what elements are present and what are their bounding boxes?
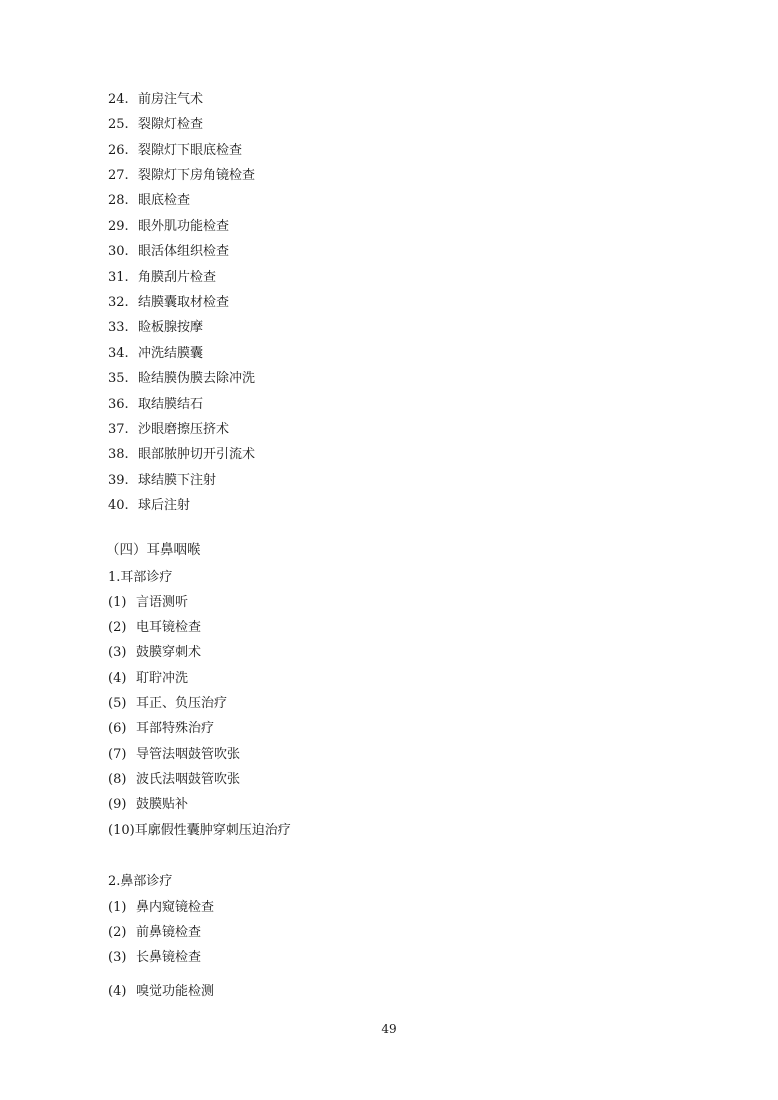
item-text: 球结膜下注射 [138,473,217,488]
item-number: 26. [108,143,129,158]
item-text: 耳正、负压治疗 [136,696,228,711]
list-item [108,721,214,737]
list-item [108,925,201,941]
item-number: (4) [108,984,127,999]
item-number: 24. [108,92,129,107]
list-item [108,168,255,184]
item-text: 球后注射 [138,498,191,513]
item-text: 眼部脓肿切开引流术 [138,447,256,462]
item-number: 37. [108,422,129,437]
item-number: 33. [108,320,129,335]
item-text: 冲洗结膜囊 [138,346,204,361]
list-item [108,422,229,438]
item-number: (3) [108,645,127,660]
item-text: 鼓膜穿刺术 [136,645,202,660]
item-number: (2) [108,925,127,940]
list-item [108,498,190,514]
item-number: 30. [108,244,129,259]
list-item [108,219,229,235]
list-item [108,696,227,712]
item-text: 嗅觉功能检测 [136,984,215,999]
item-number: (9) [108,797,127,812]
list-item [108,900,214,916]
item-number: 31. [108,270,129,285]
item-text: 波氏法咽鼓管吹张 [136,772,241,787]
item-text: 睑结膜伪膜去除冲洗 [138,371,256,386]
item-number: 25. [108,117,129,132]
list-item [108,473,216,489]
list-item [108,193,190,209]
item-text: 裂隙灯下房角镜检查 [138,168,256,183]
item-number: (8) [108,772,127,787]
item-number: 36. [108,397,129,412]
ear-heading: 1.耳部诊疗 [108,570,173,585]
list-item [108,143,242,159]
list-item [108,295,229,311]
list-item [108,950,201,966]
item-text: 沙眼磨擦压挤术 [138,422,230,437]
item-text: 睑板腺按摩 [138,320,204,335]
list-item [108,671,188,687]
item-number: 28. [108,193,129,208]
item-number: (1) [108,900,127,915]
nose-heading: 2.鼻部诊疗 [108,874,173,889]
list-item [108,346,203,362]
list-item [108,244,229,260]
item-number: (6) [108,721,127,736]
item-number: 39. [108,473,129,488]
item-number: (7) [108,747,127,762]
list-item [108,772,240,788]
item-text: 前房注气术 [138,92,204,107]
item-text: 结膜囊取材检查 [138,295,230,310]
page-number: 49 [381,1022,397,1036]
list-item [108,117,203,133]
list-item [108,823,291,839]
item-number: (5) [108,696,127,711]
item-text: 眼外肌功能检查 [138,219,230,234]
list-item [108,320,203,336]
item-text: 鼻内窥镜检查 [136,900,215,915]
item-text: 言语测听 [136,595,189,610]
item-text: 角膜刮片检查 [138,270,217,285]
section-title: （四）耳鼻咽喉 [106,542,201,558]
item-text: 眼底检查 [138,193,191,208]
item-text: 前鼻镜检查 [136,925,202,940]
item-number: (2) [108,620,127,635]
item-text: 裂隙灯下眼底检查 [138,143,243,158]
list-item [108,371,255,387]
list-item [108,397,203,413]
item-text: 电耳镜检查 [136,620,202,635]
item-text: 裂隙灯检查 [138,117,204,132]
item-text: 耳廓假性囊肿穿刺压迫治疗 [134,823,291,838]
item-number: 27. [108,168,129,183]
item-number: 40. [108,498,129,513]
item-number: 29. [108,219,129,234]
list-item [108,620,201,636]
item-number: 34. [108,346,129,361]
item-text: 导管法咽鼓管吹张 [136,747,241,762]
item-number: 38. [108,447,129,462]
item-number: (4) [108,671,127,686]
item-number: (10) [108,823,135,838]
item-text: 眼活体组织检查 [138,244,230,259]
list-item [108,984,214,1000]
list-item [108,595,188,611]
list-item [108,270,216,286]
item-number: (1) [108,595,127,610]
item-text: 取结膜结石 [138,397,204,412]
item-text: 长鼻镜检查 [136,950,202,965]
item-number: (3) [108,950,127,965]
list-item [108,645,201,661]
list-item [108,797,188,813]
item-number: 35. [108,371,129,386]
item-text: 耵聍冲洗 [136,671,189,686]
item-text: 鼓膜贴补 [136,797,189,812]
list-item [108,447,255,463]
list-item [108,747,240,763]
list-item [108,92,203,108]
item-number: 32. [108,295,129,310]
item-text: 耳部特殊治疗 [136,721,215,736]
